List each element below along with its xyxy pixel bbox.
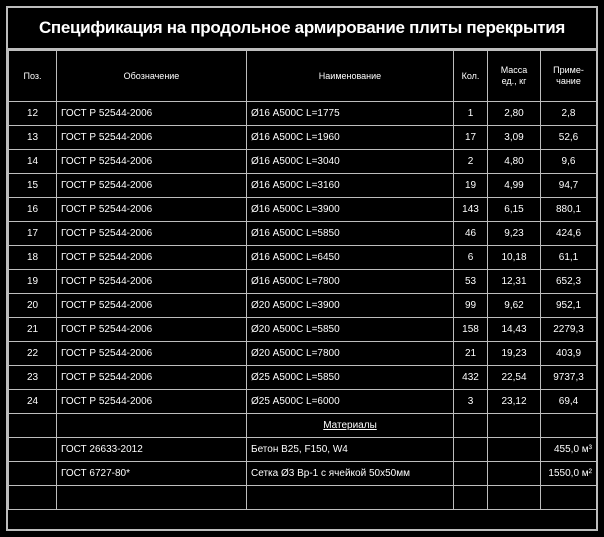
table-row [9,126,597,150]
cell-qty: 2 [454,150,488,174]
table-row [9,174,597,198]
cell-designation: ГОСТ Р 52544-2006 [57,222,247,246]
cell-pos: 18 [9,246,57,270]
cell-qty: 143 [454,198,488,222]
col-header-qty: Кол. [454,51,488,102]
table-row [9,270,597,294]
table-row [9,222,597,246]
cell-note: 424,6 [541,222,597,246]
cell-designation-empty [57,414,247,438]
cell-name: Ø16 А500С L=3160 [247,174,454,198]
materials-section-title: Материалы [247,414,454,438]
cell-mass-empty [488,414,541,438]
col-header-pos: Поз. [9,51,57,102]
col-header-name: Наименование [247,51,454,102]
cell-qty-empty [454,462,488,486]
cell-qty-empty [454,486,488,510]
cell-qty: 1 [454,102,488,126]
cell-qty-empty [454,438,488,462]
cell-mass: 4,99 [488,174,541,198]
col-header-note: Приме-чание [541,51,597,102]
cell-note: 9,6 [541,150,597,174]
cell-mass: 12,31 [488,270,541,294]
cell-designation: ГОСТ Р 52544-2006 [57,270,247,294]
cell-qty: 3 [454,390,488,414]
table-row [9,366,597,390]
materials-header-row [9,414,597,438]
cell-mass-empty [488,462,541,486]
cell-designation: ГОСТ 6727-80* [57,462,247,486]
cell-qty: 17 [454,126,488,150]
cell-mass: 23,12 [488,390,541,414]
cell-note-empty [541,486,597,510]
cell-designation: ГОСТ Р 52544-2006 [57,150,247,174]
cell-qty: 6 [454,246,488,270]
table-row [9,198,597,222]
cell-pos: 13 [9,126,57,150]
cell-mass: 9,23 [488,222,541,246]
cell-mass-empty [488,486,541,510]
cell-name: Ø16 А500С L=3900 [247,198,454,222]
cell-name: Ø16 А500С L=1960 [247,126,454,150]
cell-mass: 9,62 [488,294,541,318]
cell-qty: 53 [454,270,488,294]
cell-designation: ГОСТ Р 52544-2006 [57,342,247,366]
cell-name: Ø16 А500С L=6450 [247,246,454,270]
cell-mass: 6,15 [488,198,541,222]
cell-name: Ø20 А500С L=3900 [247,294,454,318]
cell-designation: ГОСТ Р 52544-2006 [57,174,247,198]
cell-mass: 3,09 [488,126,541,150]
cell-note: 455,0 м³ [541,438,597,462]
cell-note: 2,8 [541,102,597,126]
cell-note: 2279,3 [541,318,597,342]
cell-name: Ø16 А500С L=1775 [247,102,454,126]
cell-name: Ø16 А500С L=7800 [247,270,454,294]
table-body [9,102,597,510]
cell-note: 9737,3 [541,366,597,390]
cell-name: Бетон В25, F150, W4 [247,438,454,462]
table-row [9,294,597,318]
cell-note: 69,4 [541,390,597,414]
col-header-designation: Обозначение [57,51,247,102]
cell-designation: ГОСТ 26633-2012 [57,438,247,462]
cell-note: 880,1 [541,198,597,222]
table-row [9,390,597,414]
cell-pos: 16 [9,198,57,222]
cell-name: Ø20 А500С L=5850 [247,318,454,342]
cell-mass: 4,80 [488,150,541,174]
empty-row [9,486,597,510]
cell-qty: 19 [454,174,488,198]
cell-mass: 2,80 [488,102,541,126]
cell-designation: ГОСТ Р 52544-2006 [57,126,247,150]
cell-qty: 21 [454,342,488,366]
cell-note: 952,1 [541,294,597,318]
cell-name: Ø16 А500С L=3040 [247,150,454,174]
cell-pos: 23 [9,366,57,390]
cell-designation: ГОСТ Р 52544-2006 [57,198,247,222]
cell-designation: ГОСТ Р 52544-2006 [57,390,247,414]
cell-pos-empty [9,486,57,510]
cell-pos: 12 [9,102,57,126]
cell-note: 1550,0 м² [541,462,597,486]
cell-qty-empty [454,414,488,438]
cell-name-empty [247,486,454,510]
table-header-row [9,51,597,102]
cell-pos: 22 [9,342,57,366]
cell-qty: 46 [454,222,488,246]
table-row [9,150,597,174]
cell-pos: 19 [9,270,57,294]
cell-designation: ГОСТ Р 52544-2006 [57,318,247,342]
cell-note: 94,7 [541,174,597,198]
cell-qty: 158 [454,318,488,342]
cell-name: Ø16 А500С L=5850 [247,222,454,246]
cell-mass-empty [488,438,541,462]
cell-pos: 14 [9,150,57,174]
cell-mass: 10,18 [488,246,541,270]
material-row [9,438,597,462]
cell-designation: ГОСТ Р 52544-2006 [57,294,247,318]
cell-designation: ГОСТ Р 52544-2006 [57,102,247,126]
cell-designation: ГОСТ Р 52544-2006 [57,366,247,390]
table-row [9,342,597,366]
cell-note: 652,3 [541,270,597,294]
cell-pos-empty [9,438,57,462]
cell-mass: 14,43 [488,318,541,342]
cell-name: Ø20 А500С L=7800 [247,342,454,366]
cell-mass: 22,54 [488,366,541,390]
cell-pos-empty [9,462,57,486]
cell-pos: 20 [9,294,57,318]
table-row [9,102,597,126]
spec-table [8,50,597,510]
material-row [9,462,597,486]
cell-pos: 21 [9,318,57,342]
col-header-mass: Масса ед., кг [488,51,541,102]
table-row [9,318,597,342]
cell-pos: 24 [9,390,57,414]
cell-note-empty [541,414,597,438]
cell-qty: 432 [454,366,488,390]
cell-note: 61,1 [541,246,597,270]
table-row [9,246,597,270]
cell-qty: 99 [454,294,488,318]
cell-pos-empty [9,414,57,438]
cell-name: Ø25 А500С L=6000 [247,390,454,414]
cell-pos: 17 [9,222,57,246]
page-title: Спецификация на продольное армирование плиты перекрытия [8,8,596,50]
cell-designation: ГОСТ Р 52544-2006 [57,246,247,270]
cell-designation-empty [57,486,247,510]
cell-name: Сетка Ø3 Вр-1 с ячейкой 50х50мм [247,462,454,486]
cell-pos: 15 [9,174,57,198]
cell-note: 52,6 [541,126,597,150]
cell-name: Ø25 А500С L=5850 [247,366,454,390]
cell-mass: 19,23 [488,342,541,366]
cell-note: 403,9 [541,342,597,366]
